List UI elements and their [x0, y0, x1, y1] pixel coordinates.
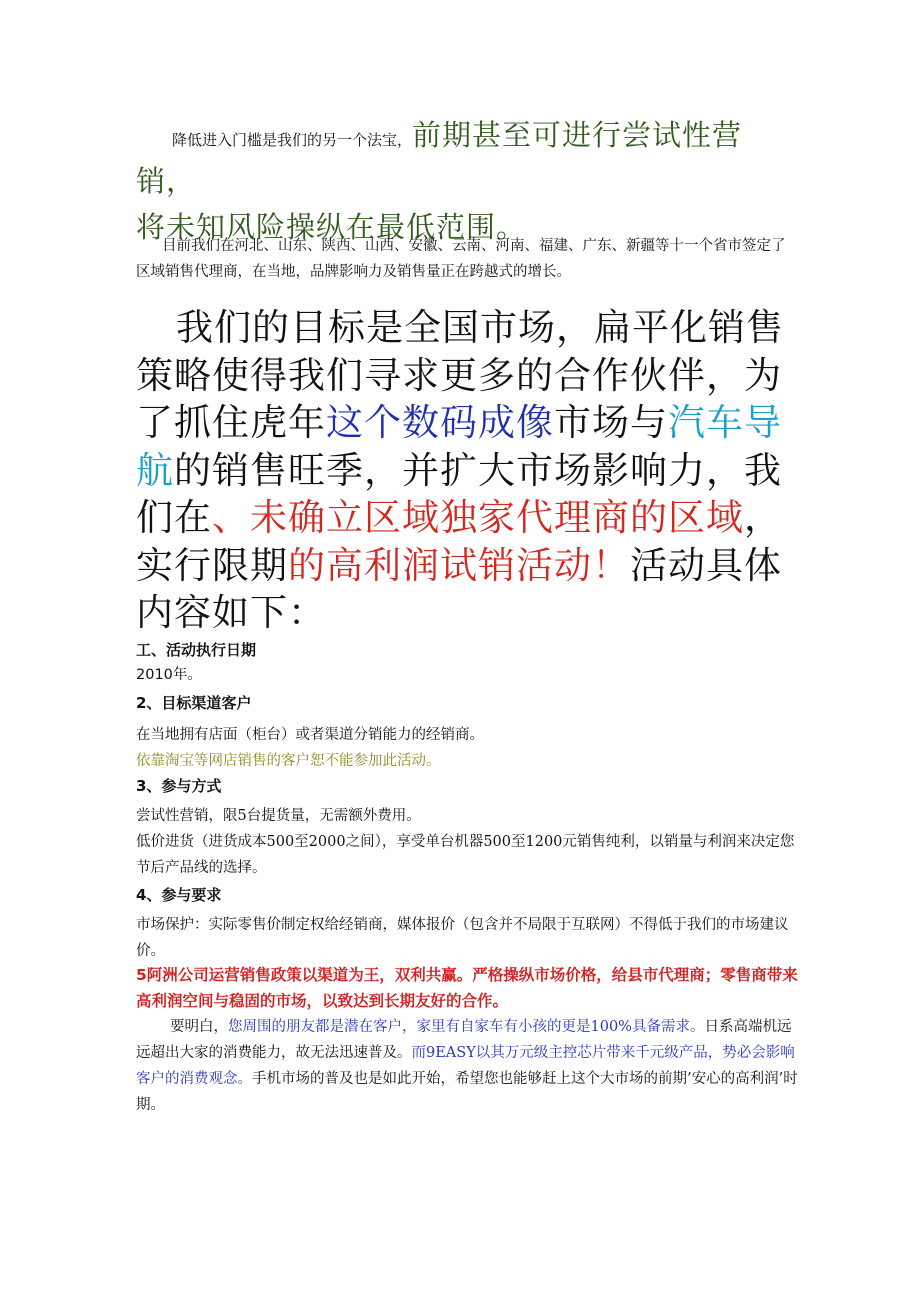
closing-text-9easy: 而9EASY以其万元级主控芯片带来千元级产品，势必会影响客户的消费观念。	[136, 1045, 795, 1087]
section-3-heading: 3、参与方式	[136, 777, 222, 795]
section-4-text: 市场保护：实际零售价制定权给经销商，媒体报价（包含并不局限于互联网）不得低于我们的市场建议价。	[136, 917, 789, 959]
section-1-text: 2010年。	[136, 667, 202, 683]
goal-text-trial-sales: 的高利润试销活动！	[288, 543, 630, 587]
province-text: 目前我们在河北、山东、陕西、山西、安徽、云南、河南、福建、广东、新疆等十一个省市签定了区域销售代理商，在当地，品牌影响力及销售量正在跨越式的增长。	[136, 238, 786, 280]
province-paragraph	[136, 233, 796, 285]
section-1-heading: 工、活动执行日期	[136, 641, 257, 659]
section-4	[136, 882, 800, 964]
intro-paragraph	[136, 112, 796, 250]
goal-paragraph	[136, 304, 800, 637]
section-5-policy: 5阿洲公司运营销售政策以渠道为王，双利共赢。严格操纵市场价格，给县市代理商；零售商带来高利润空间与稳固的市场，以致达到长期友好的合作。	[136, 966, 798, 1010]
section-2-heading: 2、目标渠道客户	[136, 694, 252, 712]
section-2-text: 在当地拥有店面（柜台）或者渠道分销能力的经销商。	[136, 727, 484, 743]
section-3	[136, 773, 800, 881]
intro-big-text-2: 将未知风险操纵在最低范围。	[136, 210, 527, 244]
section-4-heading: 4、参与要求	[136, 886, 222, 904]
section-3-text-2: 低价进货（进货成本500至2000之间），享受单台机器500至1200元销售纯利，以销量与利润来决定您节后产品线的选择。	[136, 834, 795, 876]
section-5	[136, 962, 800, 1014]
closing-text-3: 日系高端机远远超出大家的消费能力，故无法迅速普及。	[136, 1019, 792, 1061]
intro-big-text-1: 前期甚至可进行尝试性营销，	[136, 118, 743, 198]
closing-paragraph	[136, 1014, 800, 1118]
closing-text-5: 手机市场的普及也是如此开始，希望您也能够赶上这个大市场的前期’安心的高利润’时期。	[136, 1071, 798, 1113]
goal-text-9: 活动具体内容如下：	[136, 543, 782, 634]
goal-text-3: 市场与	[554, 401, 668, 444]
goal-text-car-navigation: 汽车导航	[136, 401, 782, 492]
goal-text-1: 我们的目标是全国市场，扁平化销售策略使得我们寻求更多的合作伙伴，为了抓住虎年	[136, 306, 784, 444]
section-2-note: 依靠淘宝等网店销售的客户恕不能参加此活动。	[136, 753, 441, 769]
closing-text-1: 要明白，	[170, 1019, 228, 1035]
goal-text-5: 的销售旺季，并扩大市场影响力，我们在	[136, 448, 782, 539]
closing-text-potential-customers: 您周围的朋友都是潜在客户，家里有自家车有小孩的更是100%具备需求。	[228, 1019, 705, 1035]
intro-small-text: 降低进入门槛是我们的另一个法宝，	[172, 131, 413, 149]
goal-text-7: ，实行限期	[136, 496, 782, 587]
section-2	[136, 690, 800, 774]
section-3-text-1: 尝试性营销，限5台提货量，无需额外费用。	[136, 808, 421, 824]
goal-text-digital-imaging: 这个数码成像	[326, 401, 554, 444]
goal-text-exclusive-region: 、未确立区域独家代理商的区域	[212, 496, 744, 539]
section-1	[136, 638, 800, 688]
